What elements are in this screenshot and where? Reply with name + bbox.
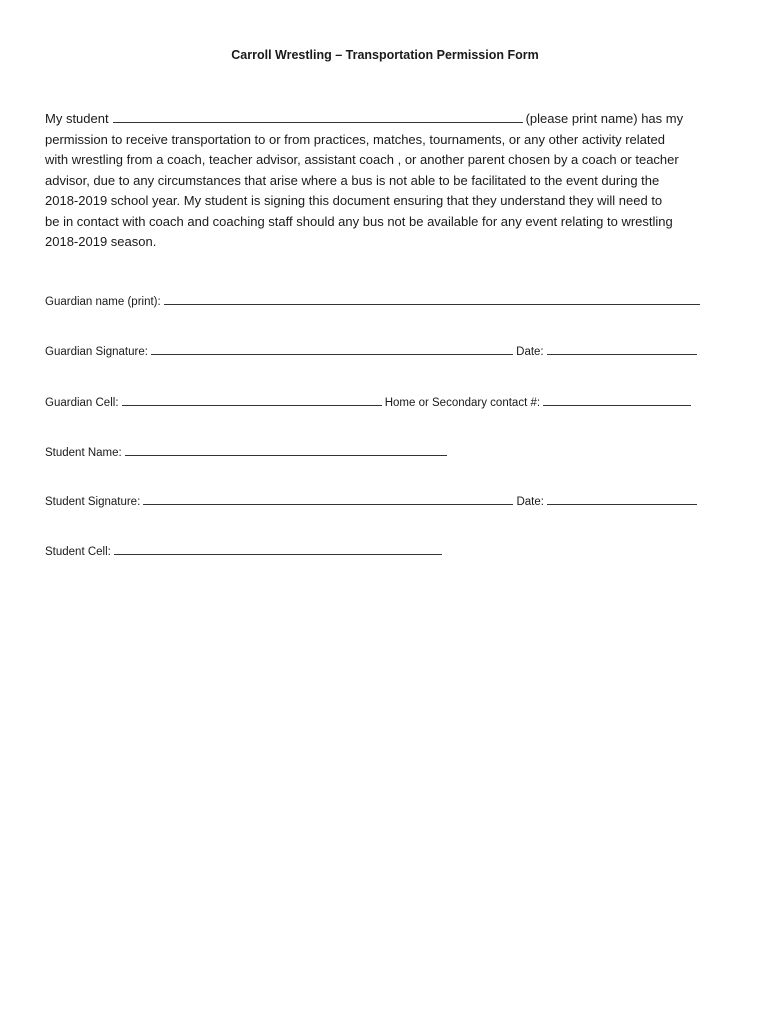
- student-signature-blank[interactable]: [143, 494, 513, 505]
- intro-line-3: advisor, due to any circumstances that arise where a bus is not able to be facilitated to the event during the: [45, 172, 660, 188]
- intro-line-6: 2018-2019 season.: [45, 234, 157, 249]
- student-name-row: [45, 445, 447, 459]
- student-cell-row: [45, 544, 442, 558]
- student-date-blank[interactable]: [547, 494, 697, 505]
- guardian-name-label: Guardian name (print):: [45, 296, 161, 308]
- form-title: Carroll Wrestling – Transportation Permission Form: [231, 48, 539, 62]
- secondary-contact-blank[interactable]: [543, 395, 691, 406]
- guardian-signature-label: Guardian Signature:: [45, 346, 148, 358]
- intro-paragraph: [45, 109, 725, 253]
- student-cell-label: Student Cell:: [45, 546, 111, 558]
- guardian-signature-blank[interactable]: [151, 344, 513, 355]
- guardian-name-row: [45, 294, 700, 308]
- student-signature-label: Student Signature:: [45, 496, 141, 508]
- student-date-label: Date:: [516, 496, 544, 508]
- secondary-contact-label: Home or Secondary contact #:: [384, 397, 541, 409]
- guardian-cell-row: [45, 395, 691, 409]
- student-cell-blank[interactable]: [114, 544, 442, 555]
- intro-line-5: be in contact with coach and coaching staff should any bus not be available for any event relating to wrestling: [45, 213, 673, 229]
- student-name-label: Student Name:: [45, 447, 122, 459]
- guardian-date-blank[interactable]: [547, 344, 697, 355]
- intro-suffix: (please print name) has my: [525, 111, 684, 126]
- guardian-signature-row: [45, 344, 697, 358]
- student-name-print-blank[interactable]: [113, 110, 523, 123]
- guardian-date-label: Date:: [516, 346, 544, 358]
- intro-line-1: permission to receive transportation to or from practices, matches, tournaments, or any other activity related: [45, 131, 665, 147]
- guardian-cell-blank[interactable]: [122, 395, 382, 406]
- intro-line-4: 2018-2019 school year. My student is signing this document ensuring that they understand they will need to: [45, 193, 663, 208]
- student-name-blank[interactable]: [125, 445, 447, 456]
- intro-first-line: [45, 109, 725, 130]
- guardian-cell-label: Guardian Cell:: [45, 397, 119, 409]
- intro-prefix: My student: [45, 111, 109, 126]
- intro-line-2: with wrestling from a coach, teacher advisor, assistant coach , or another parent chosen by a coach or teacher: [45, 152, 679, 167]
- guardian-name-blank[interactable]: [164, 294, 700, 305]
- student-signature-row: [45, 494, 697, 508]
